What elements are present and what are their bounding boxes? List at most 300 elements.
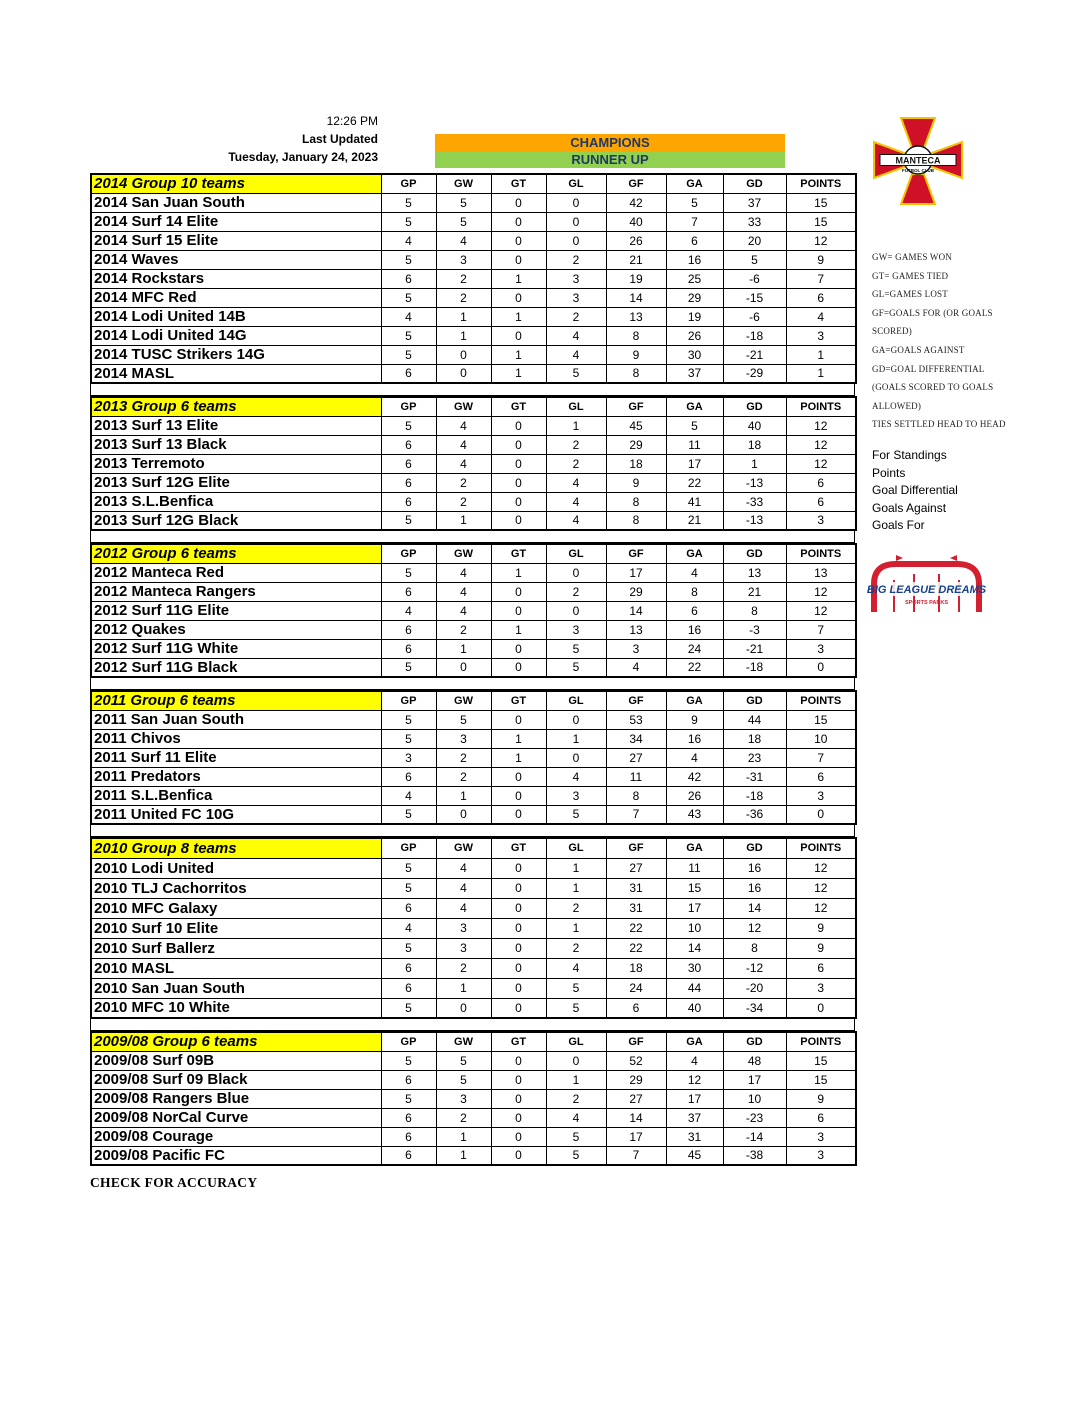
stat-value: 1 [723,454,786,473]
stat-value: 44 [666,978,723,998]
column-header: GT [491,691,546,710]
stat-value: 40 [666,998,723,1018]
standings-table [90,173,857,384]
stat-value: 1 [436,786,491,805]
manteca-crest-icon [872,116,964,206]
column-header: GL [546,174,606,193]
column-header: GA [666,544,723,563]
column-header: GL [546,691,606,710]
stat-value: 2 [546,435,606,454]
team-name: 2011 San Juan South [91,710,381,729]
stat-value: 0 [546,212,606,231]
stat-value: 0 [786,998,856,1018]
stat-value: 18 [606,958,666,978]
stat-value: 48 [723,1051,786,1070]
stat-value: 7 [666,212,723,231]
team-name: 2011 United FC 10G [91,805,381,824]
team-row [91,1127,856,1146]
stat-value: 11 [606,767,666,786]
stat-value: 5 [546,639,606,658]
column-header: POINTS [786,544,856,563]
abbreviation-note-line: GD=GOAL DIFFERENTIAL [872,363,985,374]
stat-value: 3 [546,288,606,307]
column-header: GD [723,174,786,193]
stat-value: 23 [723,748,786,767]
stat-value: 6 [786,767,856,786]
stat-value: 5 [381,212,436,231]
team-name: 2010 MFC Galaxy [91,898,381,918]
stat-value: 13 [786,563,856,582]
stat-value: 4 [546,1108,606,1127]
stat-value: 6 [786,1108,856,1127]
group-title: 2014 Group 10 teams [91,174,381,193]
stat-value: 2 [546,250,606,269]
stat-value: 9 [606,345,666,364]
column-header: POINTS [786,838,856,858]
stat-value: 0 [491,710,546,729]
standings-table [90,396,857,531]
stat-value: 8 [723,938,786,958]
stat-value: 4 [436,582,491,601]
stat-value: 9 [786,918,856,938]
stat-value: 0 [786,805,856,824]
stat-value: -13 [723,473,786,492]
standings-tables [90,173,855,1166]
stat-value: 1 [546,878,606,898]
stat-value: 0 [491,1127,546,1146]
stat-value: 1 [436,326,491,345]
standings-table-block [90,690,855,837]
standings-criteria-line: Goal Differential [872,483,958,497]
standings-criteria-line: Points [872,465,906,480]
standings-table [90,690,857,825]
stat-value: 0 [491,1146,546,1165]
stat-value: 5 [381,193,436,212]
stat-value: 0 [491,805,546,824]
stat-value: 5 [436,710,491,729]
team-name: 2011 Surf 11 Elite [91,748,381,767]
team-row [91,898,856,918]
stat-value: 0 [491,582,546,601]
stat-value: 3 [436,918,491,938]
team-name: 2010 Surf Ballerz [91,938,381,958]
stat-value: 33 [723,212,786,231]
stat-value: 5 [381,345,436,364]
column-header: GA [666,838,723,858]
team-row [91,416,856,435]
team-name: 2013 Surf 12G Elite [91,473,381,492]
team-name: 2010 MFC 10 White [91,998,381,1018]
team-row [91,250,856,269]
abbreviation-note-line: GF=GOALS FOR (OR GOALS [872,307,993,318]
team-name: 2012 Manteca Red [91,563,381,582]
stat-value: 0 [491,326,546,345]
stat-value: 26 [666,786,723,805]
stat-value: 2 [546,938,606,958]
blank-spacer-row [90,384,855,396]
stat-value: 14 [666,938,723,958]
stat-value: 5 [381,878,436,898]
stat-value: 31 [666,1127,723,1146]
stat-value: -13 [723,511,786,530]
stat-value: 5 [381,729,436,748]
manteca-name-text: MANTECA [895,155,941,166]
stat-value: 44 [723,710,786,729]
group-title: 2012 Group 6 teams [91,544,381,563]
stat-value: 4 [546,958,606,978]
stat-value: 1 [491,563,546,582]
team-row [91,805,856,824]
table-header-row [91,691,856,710]
column-header: GF [606,1032,666,1051]
blank-spacer-row [90,678,855,690]
stat-value: 0 [491,250,546,269]
stat-value: 0 [491,288,546,307]
stat-value: 1 [546,416,606,435]
stat-value: 13 [606,620,666,639]
stat-value: 15 [786,1070,856,1089]
stat-value: 1 [491,269,546,288]
standings-table-block [90,1031,855,1166]
stat-value: 0 [546,601,606,620]
team-row [91,858,856,878]
stat-value: 27 [606,858,666,878]
team-name: 2010 MASL [91,958,381,978]
team-row [91,326,856,345]
stat-value: 26 [666,326,723,345]
column-header: GA [666,691,723,710]
stat-value: 19 [606,269,666,288]
stat-value: 27 [606,748,666,767]
stat-value: 15 [786,193,856,212]
stat-value: 1 [491,364,546,383]
last-updated-block [178,112,378,166]
stat-value: 6 [381,582,436,601]
standings-table [90,1031,857,1166]
stat-value: -29 [723,364,786,383]
stat-value: 4 [436,858,491,878]
stat-value: 1 [491,748,546,767]
stat-value: 5 [381,416,436,435]
stat-value: 21 [723,582,786,601]
stat-value: 22 [666,473,723,492]
team-row [91,231,856,250]
team-row [91,1089,856,1108]
column-header: GP [381,838,436,858]
stat-value: 5 [546,1127,606,1146]
stat-value: 7 [606,1146,666,1165]
stat-value: 4 [546,345,606,364]
stat-value: 5 [546,998,606,1018]
stat-value: 0 [491,416,546,435]
team-row [91,639,856,658]
stat-value: 8 [606,786,666,805]
stat-value: 8 [606,364,666,383]
stat-value: -14 [723,1127,786,1146]
column-header: GA [666,174,723,193]
stat-value: 5 [546,658,606,677]
column-header: GW [436,174,491,193]
stat-value: 5 [381,710,436,729]
stat-value: -31 [723,767,786,786]
team-row [91,582,856,601]
stat-value: 0 [491,454,546,473]
team-row [91,710,856,729]
stat-value: 5 [381,250,436,269]
column-header: GP [381,544,436,563]
team-row [91,511,856,530]
team-name: 2013 Surf 13 Elite [91,416,381,435]
blank-spacer-row [90,1019,855,1031]
stat-value: 31 [606,898,666,918]
stat-value: 0 [491,918,546,938]
stat-value: 8 [666,582,723,601]
column-header: GP [381,397,436,416]
stat-value: 2 [546,454,606,473]
column-header: GP [381,174,436,193]
stat-value: 0 [491,1089,546,1108]
stat-value: 5 [723,250,786,269]
stat-value: 37 [666,1108,723,1127]
stat-value: 4 [381,601,436,620]
stat-value: 42 [606,193,666,212]
stat-value: -36 [723,805,786,824]
manteca-club-logo [872,116,964,211]
stat-value: 0 [436,998,491,1018]
stat-value: 4 [666,563,723,582]
stat-value: 22 [606,938,666,958]
stat-value: 1 [786,364,856,383]
big-league-dreams-logo [864,550,989,633]
stat-value: 0 [491,878,546,898]
stat-value: 1 [546,858,606,878]
stat-value: 0 [786,658,856,677]
stat-value: 4 [381,786,436,805]
group-title: 2010 Group 8 teams [91,838,381,858]
stat-value: 5 [666,193,723,212]
stat-value: 15 [666,878,723,898]
team-row [91,473,856,492]
stat-value: 6 [606,998,666,1018]
column-header: GT [491,1032,546,1051]
stat-value: 9 [786,250,856,269]
stat-value: 5 [381,1089,436,1108]
team-name: 2012 Quakes [91,620,381,639]
group-title: 2009/08 Group 6 teams [91,1032,381,1051]
stat-value: 6 [381,1070,436,1089]
stat-value: 3 [786,511,856,530]
stat-value: 0 [546,1051,606,1070]
stat-value: 8 [606,326,666,345]
stat-value: 0 [436,658,491,677]
stat-value: -12 [723,958,786,978]
stat-value: 24 [666,639,723,658]
big-league-dreams-icon [864,550,989,628]
team-row [91,435,856,454]
stat-value: 4 [666,748,723,767]
stat-value: 14 [606,601,666,620]
last-updated-time: 12:26 PM [326,114,378,128]
stat-value: 1 [436,1127,491,1146]
stat-value: 7 [606,805,666,824]
stat-value: 26 [606,231,666,250]
stat-value: 4 [546,767,606,786]
table-header-row [91,397,856,416]
stat-value: 41 [666,492,723,511]
column-header: POINTS [786,691,856,710]
column-header: GF [606,174,666,193]
team-row [91,878,856,898]
stat-value: -18 [723,658,786,677]
stat-value: 12 [786,898,856,918]
stat-value: 1 [436,978,491,998]
stat-value: 4 [436,878,491,898]
stat-value: 16 [666,250,723,269]
column-header: GD [723,691,786,710]
stat-value: -6 [723,269,786,288]
stat-value: 4 [381,918,436,938]
stat-value: 8 [606,511,666,530]
last-updated-label: Last Updated [301,132,378,146]
stat-value: 0 [491,998,546,1018]
stat-value: 0 [491,858,546,878]
stat-value: 0 [491,1051,546,1070]
team-row [91,193,856,212]
column-header: GD [723,544,786,563]
stat-value: 0 [491,1070,546,1089]
abbreviation-note-line: ALLOWED) [872,400,922,411]
stat-value: 0 [491,958,546,978]
column-header: GT [491,544,546,563]
stat-value: 3 [786,639,856,658]
stat-value: 0 [436,805,491,824]
standings-criteria-line: Goals Against [872,500,947,515]
column-header: GP [381,691,436,710]
team-name: 2011 S.L.Benfica [91,786,381,805]
stat-value: 29 [606,1070,666,1089]
stat-value: 2 [436,492,491,511]
stat-value: 40 [723,416,786,435]
stat-value: 5 [546,364,606,383]
column-header: GL [546,838,606,858]
stat-value: 4 [381,231,436,250]
stat-value: 16 [723,878,786,898]
team-name: 2010 Lodi United [91,858,381,878]
stat-value: 13 [723,563,786,582]
stat-value: 1 [546,918,606,938]
stat-value: 6 [786,958,856,978]
team-name: 2014 Rockstars [91,269,381,288]
last-updated-date: Tuesday, January 24, 2023 [228,150,378,164]
stat-value: 0 [491,492,546,511]
stat-value: 25 [666,269,723,288]
stat-value: -3 [723,620,786,639]
team-name: 2009/08 Rangers Blue [91,1089,381,1108]
table-header-row [91,544,856,563]
team-name: 2009/08 NorCal Curve [91,1108,381,1127]
standings-table-block [90,837,855,1031]
stat-value: 1 [436,1146,491,1165]
stat-value: 17 [606,1127,666,1146]
team-name: 2014 MFC Red [91,288,381,307]
stat-value: 37 [666,364,723,383]
column-header: GW [436,691,491,710]
standings-table [90,837,857,1019]
stat-value: 0 [546,563,606,582]
standings-criteria-notes [872,447,1022,535]
standings-table [90,543,857,678]
team-name: 2009/08 Pacific FC [91,1146,381,1165]
stat-value: 0 [436,345,491,364]
stat-value: 8 [723,601,786,620]
stat-value: 3 [606,639,666,658]
column-header: GT [491,174,546,193]
stat-value: 11 [666,435,723,454]
team-row [91,658,856,677]
column-header: GT [491,838,546,858]
team-row [91,492,856,511]
stat-value: 9 [666,710,723,729]
stat-value: 6 [381,620,436,639]
table-header-row [91,1032,856,1051]
stat-value: 4 [786,307,856,326]
stat-value: 6 [381,958,436,978]
stat-value: 5 [381,511,436,530]
stat-value: 30 [666,345,723,364]
stat-value: 4 [436,454,491,473]
stat-value: 2 [436,269,491,288]
stat-value: 1 [786,345,856,364]
team-name: 2013 Surf 12G Black [91,511,381,530]
stat-value: 3 [786,326,856,345]
stat-value: 3 [436,729,491,748]
stat-value: 2 [436,748,491,767]
stat-value: 6 [381,1108,436,1127]
stat-value: 1 [436,307,491,326]
stat-value: 5 [381,858,436,878]
stat-value: 0 [491,658,546,677]
stat-value: 4 [436,416,491,435]
stat-value: 4 [381,307,436,326]
stat-value: -33 [723,492,786,511]
stat-value: 7 [786,620,856,639]
stat-value: 1 [491,729,546,748]
stat-value: 18 [723,435,786,454]
stat-value: 6 [381,435,436,454]
stat-value: -34 [723,998,786,1018]
stat-value: 3 [436,1089,491,1108]
stat-value: 6 [381,269,436,288]
column-header: GL [546,397,606,416]
stat-value: 29 [606,582,666,601]
stat-value: 12 [786,416,856,435]
team-row [91,288,856,307]
stat-value: 0 [491,1108,546,1127]
bld-name-text: BIG LEAGUE DREAMS [866,584,987,596]
team-name: 2011 Chivos [91,729,381,748]
stat-value: 18 [606,454,666,473]
team-row [91,998,856,1018]
stat-value: 3 [786,786,856,805]
stat-value: 4 [666,1051,723,1070]
abbreviation-note-line: SCORED) [872,326,912,337]
team-row [91,563,856,582]
abbreviation-note-line: TIES SETTLED HEAD TO HEAD [872,419,1006,430]
team-name: 2014 Surf 14 Elite [91,212,381,231]
stat-value: 4 [436,563,491,582]
stat-value: 31 [606,878,666,898]
blank-spacer-row [90,531,855,543]
